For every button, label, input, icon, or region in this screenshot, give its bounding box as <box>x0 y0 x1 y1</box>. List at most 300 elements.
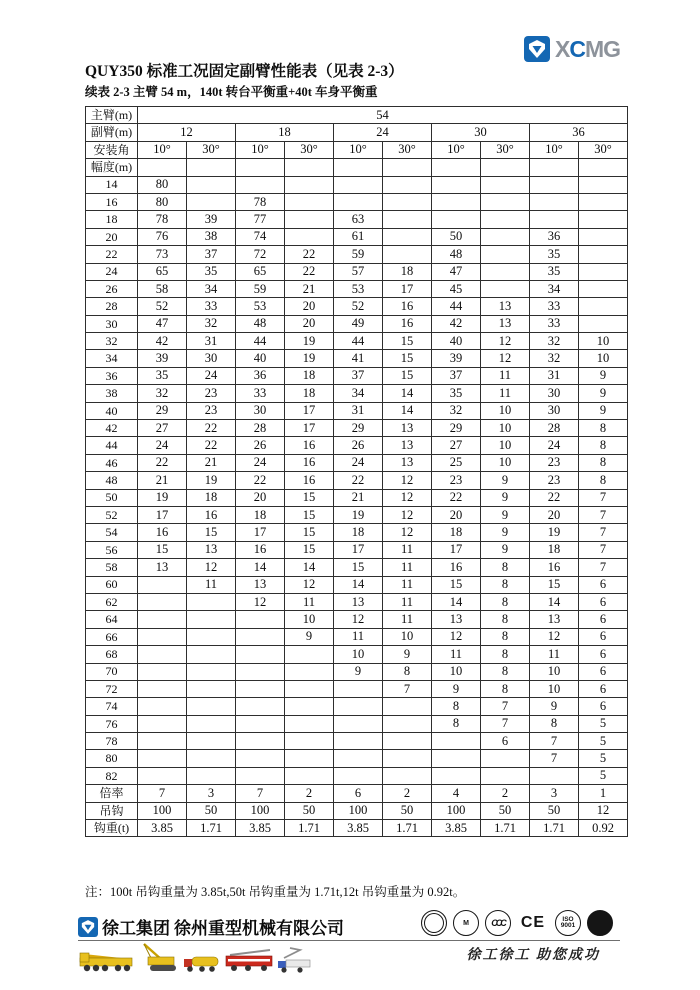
load-value-cell: 22 <box>187 420 236 437</box>
load-value-cell: 6 <box>579 611 628 628</box>
install-angle-row <box>86 141 628 158</box>
load-value-cell: 7 <box>579 559 628 576</box>
load-value-cell <box>481 280 530 297</box>
load-row <box>86 454 628 471</box>
load-value-cell <box>579 228 628 245</box>
jib-length-cell: 12 <box>138 124 236 141</box>
blank-cell <box>383 159 432 176</box>
radius-cell: 34 <box>86 350 138 367</box>
load-value-cell <box>579 193 628 210</box>
load-value-cell: 10 <box>481 402 530 419</box>
hook-cell: 50 <box>187 802 236 819</box>
radius-cell: 44 <box>86 437 138 454</box>
load-value-cell: 41 <box>334 350 383 367</box>
load-value-cell <box>138 663 187 680</box>
load-row <box>86 698 628 715</box>
load-value-cell <box>481 193 530 210</box>
load-value-cell <box>285 767 334 784</box>
radius-cell: 82 <box>86 767 138 784</box>
load-value-cell: 10 <box>334 646 383 663</box>
radius-cell: 16 <box>86 193 138 210</box>
load-value-cell: 7 <box>530 750 579 767</box>
certification-icons <box>421 910 613 936</box>
load-row <box>86 506 628 523</box>
load-value-cell: 22 <box>334 472 383 489</box>
load-value-cell <box>187 611 236 628</box>
load-value-cell <box>285 733 334 750</box>
load-value-cell: 18 <box>285 385 334 402</box>
xcmg-wordmark: XCMG <box>554 35 620 62</box>
ratio-cell: 4 <box>432 785 481 802</box>
footer-slogan: 徐工徐工 助您成功 <box>466 948 600 963</box>
load-value-cell: 10 <box>481 420 530 437</box>
load-value-cell: 17 <box>285 420 334 437</box>
load-value-cell: 8 <box>481 611 530 628</box>
load-value-cell: 19 <box>530 524 579 541</box>
footer-company-name: 徐州重型机械有限公司 <box>174 919 344 938</box>
load-value-cell <box>187 698 236 715</box>
load-value-cell: 16 <box>138 524 187 541</box>
load-value-cell: 7 <box>579 524 628 541</box>
load-value-cell: 80 <box>138 176 187 193</box>
load-value-cell: 12 <box>383 472 432 489</box>
load-value-cell: 10 <box>432 663 481 680</box>
load-value-cell <box>579 176 628 193</box>
load-value-cell <box>383 228 432 245</box>
load-value-cell: 8 <box>383 663 432 680</box>
load-value-cell <box>285 698 334 715</box>
load-value-cell: 9 <box>481 506 530 523</box>
load-value-cell: 32 <box>530 333 579 350</box>
hook-cell: 12 <box>579 802 628 819</box>
load-row <box>86 524 628 541</box>
load-value-cell: 11 <box>481 367 530 384</box>
radius-label: 幅度(m) <box>86 159 138 176</box>
load-value-cell <box>187 663 236 680</box>
load-value-cell <box>383 211 432 228</box>
load-value-cell: 8 <box>432 698 481 715</box>
hook-weight-cell: 1.71 <box>187 820 236 837</box>
load-value-cell <box>138 576 187 593</box>
load-value-cell: 33 <box>530 315 579 332</box>
load-value-cell: 24 <box>236 454 285 471</box>
load-value-cell: 39 <box>187 211 236 228</box>
load-value-cell: 15 <box>432 576 481 593</box>
load-value-cell: 18 <box>432 524 481 541</box>
load-value-cell: 65 <box>138 263 187 280</box>
angle-cell: 10° <box>530 141 579 158</box>
load-value-cell <box>334 193 383 210</box>
load-value-cell: 12 <box>383 524 432 541</box>
load-value-cell <box>187 733 236 750</box>
hook-weight-row <box>86 820 628 837</box>
load-value-cell: 15 <box>334 559 383 576</box>
load-value-cell: 76 <box>138 228 187 245</box>
load-value-cell: 8 <box>481 680 530 697</box>
load-value-cell: 40 <box>432 333 481 350</box>
load-value-cell: 73 <box>138 246 187 263</box>
hook-cell: 100 <box>236 802 285 819</box>
load-value-cell: 52 <box>334 298 383 315</box>
load-value-cell: 35 <box>530 263 579 280</box>
load-value-cell: 6 <box>579 628 628 645</box>
load-value-cell: 8 <box>579 437 628 454</box>
load-value-cell: 33 <box>236 385 285 402</box>
load-value-cell <box>383 246 432 263</box>
jib-label: 副臂(m) <box>86 124 138 141</box>
load-value-cell <box>530 767 579 784</box>
hook-weight-cell: 1.71 <box>481 820 530 837</box>
hook-cell: 50 <box>285 802 334 819</box>
load-chart-table <box>85 106 628 837</box>
load-value-cell <box>285 680 334 697</box>
angle-label: 安装角 <box>86 141 138 158</box>
load-value-cell <box>334 176 383 193</box>
hook-cell: 100 <box>138 802 187 819</box>
load-value-cell <box>383 698 432 715</box>
radius-cell: 70 <box>86 663 138 680</box>
hook-weight-label: 钩重(t) <box>86 820 138 837</box>
load-value-cell: 13 <box>383 454 432 471</box>
load-row <box>86 767 628 784</box>
ratio-cell: 7 <box>236 785 285 802</box>
ratio-cell: 1 <box>579 785 628 802</box>
radius-cell: 26 <box>86 280 138 297</box>
load-value-cell: 21 <box>334 489 383 506</box>
hook-weight-cell: 3.85 <box>138 820 187 837</box>
radius-cell: 46 <box>86 454 138 471</box>
load-value-cell <box>187 176 236 193</box>
load-value-cell: 78 <box>138 211 187 228</box>
load-value-cell <box>383 715 432 732</box>
angle-cell: 30° <box>579 141 628 158</box>
load-value-cell: 18 <box>383 263 432 280</box>
load-value-cell: 23 <box>187 385 236 402</box>
hook-row <box>86 802 628 819</box>
hook-weight-cell: 1.71 <box>530 820 579 837</box>
load-value-cell: 48 <box>432 246 481 263</box>
radius-cell: 22 <box>86 246 138 263</box>
load-row <box>86 646 628 663</box>
load-value-cell: 29 <box>334 420 383 437</box>
load-value-cell: 25 <box>432 454 481 471</box>
load-value-cell: 22 <box>530 489 579 506</box>
load-value-cell <box>481 246 530 263</box>
load-value-cell: 10 <box>481 454 530 471</box>
load-value-cell: 53 <box>236 298 285 315</box>
page-subtitle: 续表 2-3 主臂 54 m，140t 转台平衡重+40t 车身平衡重 <box>85 85 378 99</box>
load-value-cell: 22 <box>285 263 334 280</box>
load-value-cell: 11 <box>285 593 334 610</box>
quality-cert-icon <box>421 910 447 936</box>
radius-cell: 28 <box>86 298 138 315</box>
load-value-cell: 16 <box>383 298 432 315</box>
load-value-cell: 72 <box>236 246 285 263</box>
load-value-cell <box>187 593 236 610</box>
load-value-cell <box>138 750 187 767</box>
radius-cell: 14 <box>86 176 138 193</box>
load-value-cell: 13 <box>236 576 285 593</box>
jib-length-row <box>86 124 628 141</box>
load-value-cell: 44 <box>432 298 481 315</box>
load-value-cell: 31 <box>334 402 383 419</box>
radius-cell: 60 <box>86 576 138 593</box>
load-value-cell <box>236 680 285 697</box>
load-value-cell: 5 <box>579 750 628 767</box>
load-value-cell: 9 <box>285 628 334 645</box>
angle-cell: 30° <box>187 141 236 158</box>
load-value-cell: 30 <box>187 350 236 367</box>
load-value-cell <box>383 733 432 750</box>
load-value-cell: 34 <box>334 385 383 402</box>
angle-cell: 30° <box>285 141 334 158</box>
load-value-cell: 49 <box>334 315 383 332</box>
load-value-cell: 28 <box>530 420 579 437</box>
radius-cell: 72 <box>86 680 138 697</box>
radius-cell: 54 <box>86 524 138 541</box>
load-value-cell: 12 <box>530 628 579 645</box>
hook-weight-cell: 3.85 <box>334 820 383 837</box>
load-value-cell: 29 <box>432 420 481 437</box>
load-value-cell: 10 <box>530 663 579 680</box>
load-value-cell: 12 <box>383 489 432 506</box>
ratio-cell: 3 <box>530 785 579 802</box>
load-value-cell <box>383 176 432 193</box>
load-value-cell: 13 <box>187 541 236 558</box>
load-value-cell: 8 <box>579 454 628 471</box>
load-value-cell: 15 <box>187 524 236 541</box>
load-value-cell <box>236 698 285 715</box>
load-row <box>86 680 628 697</box>
load-value-cell: 53 <box>334 280 383 297</box>
angle-cell: 30° <box>481 141 530 158</box>
blank-cell <box>432 159 481 176</box>
load-value-cell: 14 <box>530 593 579 610</box>
load-value-cell: 6 <box>579 593 628 610</box>
xcmg-logo <box>524 36 620 62</box>
load-value-cell <box>285 176 334 193</box>
jib-length-cell: 18 <box>236 124 334 141</box>
load-row <box>86 489 628 506</box>
load-value-cell: 6 <box>579 646 628 663</box>
load-value-cell: 28 <box>236 420 285 437</box>
load-value-cell: 34 <box>187 280 236 297</box>
load-value-cell: 19 <box>138 489 187 506</box>
load-value-cell <box>530 193 579 210</box>
load-value-cell <box>285 715 334 732</box>
angle-cell: 10° <box>138 141 187 158</box>
load-value-cell: 10 <box>383 628 432 645</box>
ratio-cell: 2 <box>383 785 432 802</box>
load-value-cell: 17 <box>138 506 187 523</box>
load-value-cell <box>481 228 530 245</box>
load-value-cell: 9 <box>432 680 481 697</box>
load-value-cell <box>481 176 530 193</box>
radius-cell: 30 <box>86 315 138 332</box>
load-value-cell: 11 <box>334 628 383 645</box>
load-value-cell: 27 <box>432 437 481 454</box>
load-value-cell: 8 <box>481 663 530 680</box>
load-row <box>86 559 628 576</box>
ratio-cell: 2 <box>285 785 334 802</box>
radius-cell: 52 <box>86 506 138 523</box>
load-value-cell: 12 <box>285 576 334 593</box>
jib-length-cell: 30 <box>432 124 530 141</box>
load-value-cell: 14 <box>383 385 432 402</box>
load-value-cell: 31 <box>530 367 579 384</box>
radius-cell: 62 <box>86 593 138 610</box>
radius-cell: 64 <box>86 611 138 628</box>
load-value-cell: 16 <box>187 506 236 523</box>
load-value-cell: 13 <box>334 593 383 610</box>
radius-cell: 58 <box>86 559 138 576</box>
load-value-cell: 10 <box>530 680 579 697</box>
load-value-cell: 14 <box>383 402 432 419</box>
load-value-cell <box>187 750 236 767</box>
load-value-cell: 8 <box>481 593 530 610</box>
hook-weight-cell: 1.71 <box>285 820 334 837</box>
load-row <box>86 437 628 454</box>
load-row <box>86 211 628 228</box>
radius-cell: 68 <box>86 646 138 663</box>
load-value-cell: 16 <box>285 454 334 471</box>
load-value-cell <box>285 211 334 228</box>
load-row <box>86 402 628 419</box>
radius-cell: 78 <box>86 733 138 750</box>
blank-cell <box>579 159 628 176</box>
load-value-cell <box>481 211 530 228</box>
radius-cell: 36 <box>86 367 138 384</box>
load-value-cell <box>481 767 530 784</box>
load-value-cell: 47 <box>432 263 481 280</box>
load-value-cell: 22 <box>285 246 334 263</box>
load-value-cell: 11 <box>383 541 432 558</box>
load-row <box>86 420 628 437</box>
load-value-cell: 7 <box>383 680 432 697</box>
ccc-mark-icon: CCC <box>485 910 511 936</box>
load-value-cell: 10 <box>579 350 628 367</box>
load-value-cell <box>236 715 285 732</box>
load-value-cell: 21 <box>138 472 187 489</box>
load-row <box>86 280 628 297</box>
load-value-cell: 20 <box>530 506 579 523</box>
load-value-cell <box>138 646 187 663</box>
load-value-cell <box>187 680 236 697</box>
load-value-cell: 8 <box>579 420 628 437</box>
load-value-cell: 32 <box>432 402 481 419</box>
load-value-cell: 12 <box>481 350 530 367</box>
blank-cell <box>236 159 285 176</box>
load-value-cell: 15 <box>383 367 432 384</box>
load-value-cell: 22 <box>187 437 236 454</box>
load-value-cell: 36 <box>236 367 285 384</box>
load-value-cell: 16 <box>236 541 285 558</box>
load-value-cell: 6 <box>579 576 628 593</box>
load-value-cell: 7 <box>579 541 628 558</box>
page-title: QUY350 标准工况固定副臂性能表（见表 2-3） <box>85 63 404 80</box>
load-value-cell: 9 <box>530 698 579 715</box>
load-value-cell: 10 <box>481 437 530 454</box>
load-value-cell <box>138 611 187 628</box>
ce-mark-icon: CE <box>520 914 546 931</box>
load-value-cell <box>432 176 481 193</box>
load-value-cell: 15 <box>383 350 432 367</box>
load-value-cell: 24 <box>530 437 579 454</box>
load-value-cell <box>138 593 187 610</box>
load-value-cell <box>138 698 187 715</box>
main-boom-value-cell: 54 <box>138 107 628 124</box>
hook-cell: 100 <box>334 802 383 819</box>
load-row <box>86 715 628 732</box>
radius-cell: 56 <box>86 541 138 558</box>
load-row <box>86 733 628 750</box>
load-value-cell: 9 <box>579 385 628 402</box>
load-value-cell: 8 <box>481 576 530 593</box>
load-value-cell: 16 <box>432 559 481 576</box>
load-value-cell: 9 <box>579 402 628 419</box>
load-value-cell: 44 <box>334 333 383 350</box>
hook-cell: 50 <box>481 802 530 819</box>
load-value-cell: 11 <box>383 593 432 610</box>
load-value-cell <box>383 193 432 210</box>
load-value-cell: 19 <box>334 506 383 523</box>
load-row <box>86 298 628 315</box>
radius-cell: 32 <box>86 333 138 350</box>
load-value-cell: 15 <box>285 541 334 558</box>
load-value-cell: 17 <box>383 280 432 297</box>
iso9001-icon: ISO 9001 <box>555 910 581 936</box>
load-value-cell <box>334 750 383 767</box>
load-value-cell: 23 <box>530 472 579 489</box>
ratio-cell: 6 <box>334 785 383 802</box>
angle-cell: 10° <box>334 141 383 158</box>
load-value-cell: 14 <box>236 559 285 576</box>
load-value-cell: 18 <box>236 506 285 523</box>
load-value-cell: 9 <box>481 489 530 506</box>
hook-weight-cell: 3.85 <box>432 820 481 837</box>
load-value-cell: 12 <box>432 628 481 645</box>
load-value-cell: 30 <box>530 385 579 402</box>
xcmg-diamond-icon <box>78 917 98 937</box>
load-value-cell: 33 <box>187 298 236 315</box>
load-value-cell: 8 <box>481 559 530 576</box>
load-row <box>86 628 628 645</box>
main-boom-row <box>86 107 628 124</box>
load-value-cell: 16 <box>285 472 334 489</box>
load-value-cell: 9 <box>481 472 530 489</box>
load-value-cell: 21 <box>187 454 236 471</box>
load-value-cell: 22 <box>236 472 285 489</box>
load-value-cell: 77 <box>236 211 285 228</box>
ratio-label: 倍率 <box>86 785 138 802</box>
load-value-cell <box>481 750 530 767</box>
load-value-cell <box>481 263 530 280</box>
footer-divider <box>78 940 620 941</box>
ratio-cell: 3 <box>187 785 236 802</box>
load-value-cell: 14 <box>285 559 334 576</box>
load-value-cell: 22 <box>138 454 187 471</box>
load-value-cell: 35 <box>138 367 187 384</box>
radius-header-row <box>86 159 628 176</box>
load-row <box>86 333 628 350</box>
load-value-cell: 58 <box>138 280 187 297</box>
load-value-cell: 17 <box>236 524 285 541</box>
vehicle-fleet-illustration <box>78 942 316 976</box>
load-value-cell <box>579 211 628 228</box>
load-value-cell <box>236 628 285 645</box>
load-value-cell: 19 <box>187 472 236 489</box>
jib-length-cell: 24 <box>334 124 432 141</box>
